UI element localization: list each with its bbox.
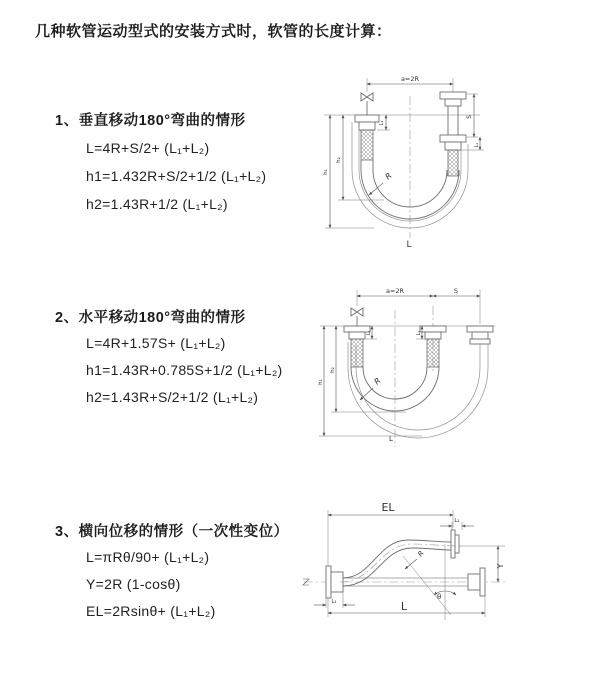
dim-label-l2: L₂ (416, 330, 422, 336)
section1-heading: 1、垂直移动180°弯曲的情形 (55, 113, 246, 129)
section3-formula-Y: Y=2R (1-cosθ) (86, 576, 181, 592)
dim-label-l1: L₁ (379, 120, 385, 126)
dim-label-l1: L₁ (331, 599, 337, 605)
dim-label-a2r: a=2R (400, 75, 420, 83)
dim-label-y: Y (496, 563, 505, 569)
diagram-lateral-displacement (300, 498, 600, 658)
diagram-horizontal-180-bend (310, 282, 600, 467)
length-label: L (406, 240, 412, 250)
section3-formula-EL: EL=2Rsinθ+ (L₁+L₂) (86, 603, 216, 619)
section3-heading: 3、横向位移的情形（一次性变位） (55, 524, 289, 540)
dim-label-h2: h₂ (336, 157, 342, 163)
dim-label-l2: L₂ (454, 518, 460, 524)
dim-label-a2r: a=2R (385, 287, 405, 295)
section1-formula-L: L=4R+S/2+ (L₁+L₂) (86, 140, 210, 156)
length-label: L (400, 600, 408, 613)
dim-label-s: S (466, 115, 473, 119)
diagram-vertical-180-bend (312, 70, 598, 262)
section1-formula-h1: h1=1.432R+S/2+1/2 (L₁+L₂) (86, 168, 267, 184)
section2-heading: 2、水平移动180°弯曲的情形 (55, 310, 246, 326)
dim-label-el: EL (381, 501, 395, 514)
dim-label-s: S (453, 287, 459, 295)
dim-label-h1: h₁ (323, 169, 329, 175)
angle-label: θ (437, 593, 442, 601)
section3-formula-L: L=πRθ/90+ (L₁+L₂) (86, 549, 210, 565)
valve-icon (351, 308, 363, 316)
radius-label: R (383, 171, 394, 182)
section2-formula-L: L=4R+1.57S+ (L₁+L₂) (86, 335, 226, 351)
dim-label-l2: L₂ (474, 142, 480, 148)
section2-formula-h2: h2=1.43R+S/2+1/2 (L₁+L₂) (86, 389, 259, 405)
length-label: L (389, 435, 393, 443)
dim-label-l1: L₁ (366, 330, 372, 336)
section2-formula-h1: h1=1.43R+0.785S+1/2 (L₁+L₂) (86, 362, 283, 378)
dim-label-h2: h₂ (330, 367, 336, 373)
dim-label-h1: h₁ (318, 379, 324, 385)
section1-formula-h2: h2=1.43R+1/2 (L₁+L₂) (86, 196, 228, 212)
radius-label: R (416, 549, 426, 559)
page-title: 几种软管运动型式的安装方式时，软管的长度计算： (35, 23, 392, 40)
radius-label: R (372, 376, 383, 387)
valve-icon (361, 93, 373, 101)
